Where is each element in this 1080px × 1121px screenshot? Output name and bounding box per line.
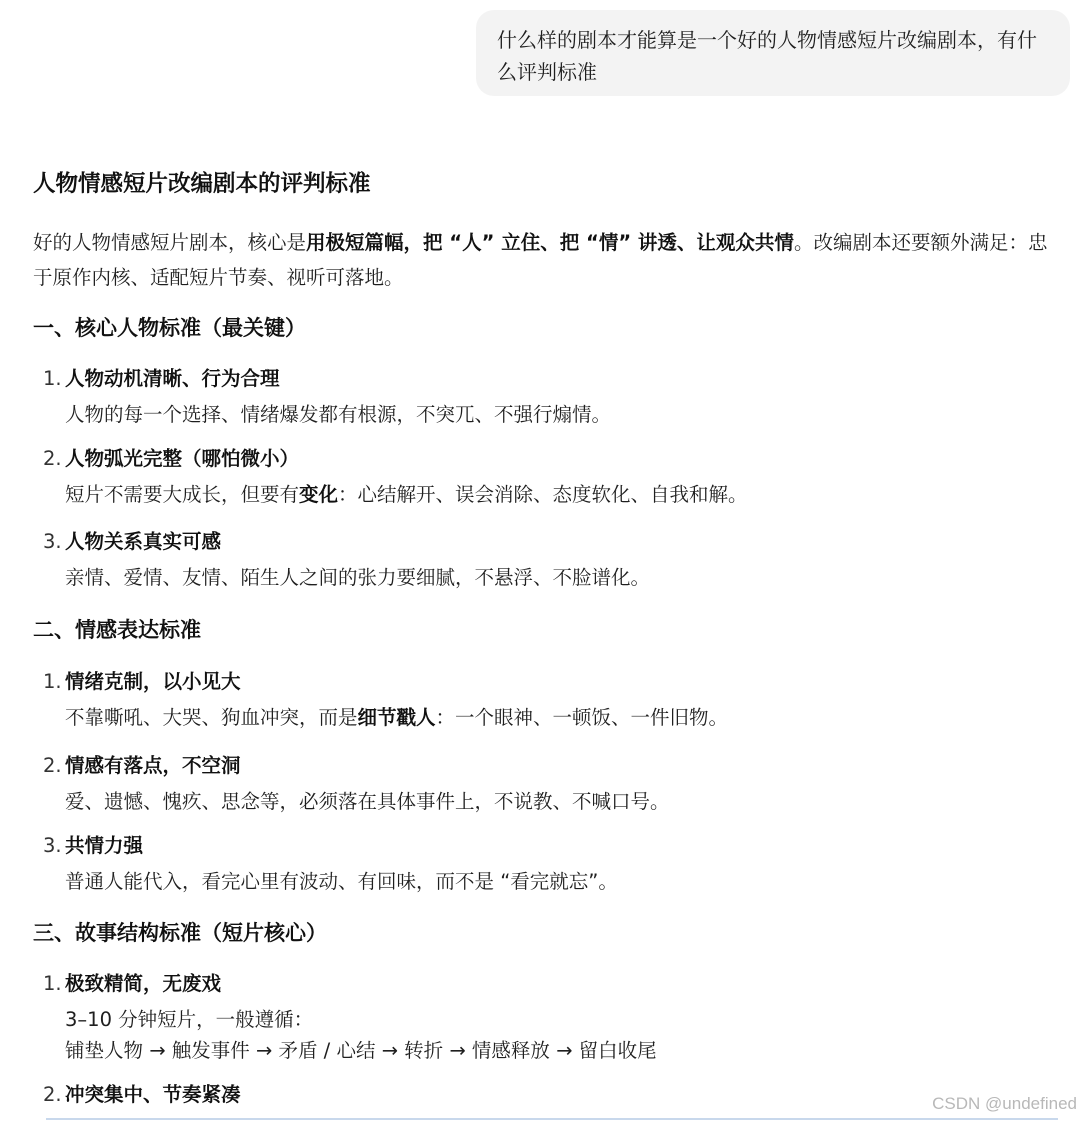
list-item	[43, 751, 1053, 817]
item-body-flow: 铺垫人物 → 触发事件 → 矛盾 / 心结 → 转折 → 情感释放 → 留白收尾	[65, 1039, 657, 1062]
item-title: 人物关系真实可感	[65, 530, 222, 553]
item-title: 共情力强	[65, 834, 144, 857]
list-item	[43, 364, 1053, 430]
item-title: 极致精简，无废戏	[65, 972, 222, 995]
item-body: 不靠嘶吼、大哭、狗血冲突，而是细节戳人：一个眼神、一顿饭、一件旧物。	[65, 706, 729, 729]
item-body: 普通人能代入，看完心里有波动、有回味，而不是 “看完就忘”。	[65, 870, 618, 893]
item-number: 2.	[43, 754, 62, 777]
intro-bold: 用极短篇幅，把 “人” 立住、把 “情” 讲透、让观众共情	[306, 231, 794, 254]
list-item	[43, 444, 1053, 510]
item-body: 亲情、爱情、友情、陌生人之间的张力要细腻，不悬浮、不脸谱化。	[65, 566, 651, 589]
item-body: 爱、遗憾、愧疚、思念等，必须落在具体事件上，不说教、不喊口号。	[65, 790, 670, 813]
list-item	[43, 1080, 1053, 1110]
section-heading-1: 一、核心人物标准（最关键）	[33, 316, 306, 340]
user-message-text: 什么样的剧本才能算是一个好的人物情感短片改编剧本，有什么评判标准	[497, 28, 1037, 84]
item-title: 情绪克制，以小见大	[65, 670, 241, 693]
list-item	[43, 831, 1053, 897]
intro-text-end: 。改编剧本还要额外满足：忠于原作内核、适配短片节奏、视听可落地。	[33, 231, 1048, 289]
item-number: 2.	[43, 1083, 62, 1106]
item-body: 人物的每一个选择、情绪爆发都有根源，不突兀、不强行煽情。	[65, 403, 612, 426]
item-number: 1.	[43, 670, 62, 693]
item-title: 人物动机清晰、行为合理	[65, 367, 280, 390]
item-body: 短片不需要大成长，但要有变化：心结解开、误会消除、态度软化、自我和解。	[65, 483, 748, 506]
bottom-divider	[46, 1118, 1058, 1120]
item-number: 2.	[43, 447, 62, 470]
item-title: 冲突集中、节奏紧凑	[65, 1083, 241, 1106]
item-number: 3.	[43, 834, 62, 857]
section-heading-3: 三、故事结构标准（短片核心）	[33, 921, 327, 945]
watermark: CSDN @undefined	[932, 1094, 1077, 1113]
section-heading-2: 二、情感表达标准	[33, 618, 201, 642]
answer-title: 人物情感短片改编剧本的评判标准	[33, 171, 371, 197]
list-item	[43, 969, 1053, 1066]
intro-text: 好的人物情感短片剧本，核心是	[33, 231, 307, 254]
item-number: 1.	[43, 972, 62, 995]
item-number: 3.	[43, 530, 62, 553]
user-message-bubble	[476, 10, 1070, 96]
item-title: 情感有落点，不空洞	[65, 754, 241, 777]
item-number: 1.	[43, 367, 62, 390]
list-item	[43, 667, 1053, 733]
item-body: 3–10 分钟短片，一般遵循：	[65, 1008, 314, 1031]
item-title: 人物弧光完整（哪怕微小）	[65, 447, 300, 470]
answer-intro	[33, 225, 1063, 295]
list-item	[43, 527, 1053, 593]
